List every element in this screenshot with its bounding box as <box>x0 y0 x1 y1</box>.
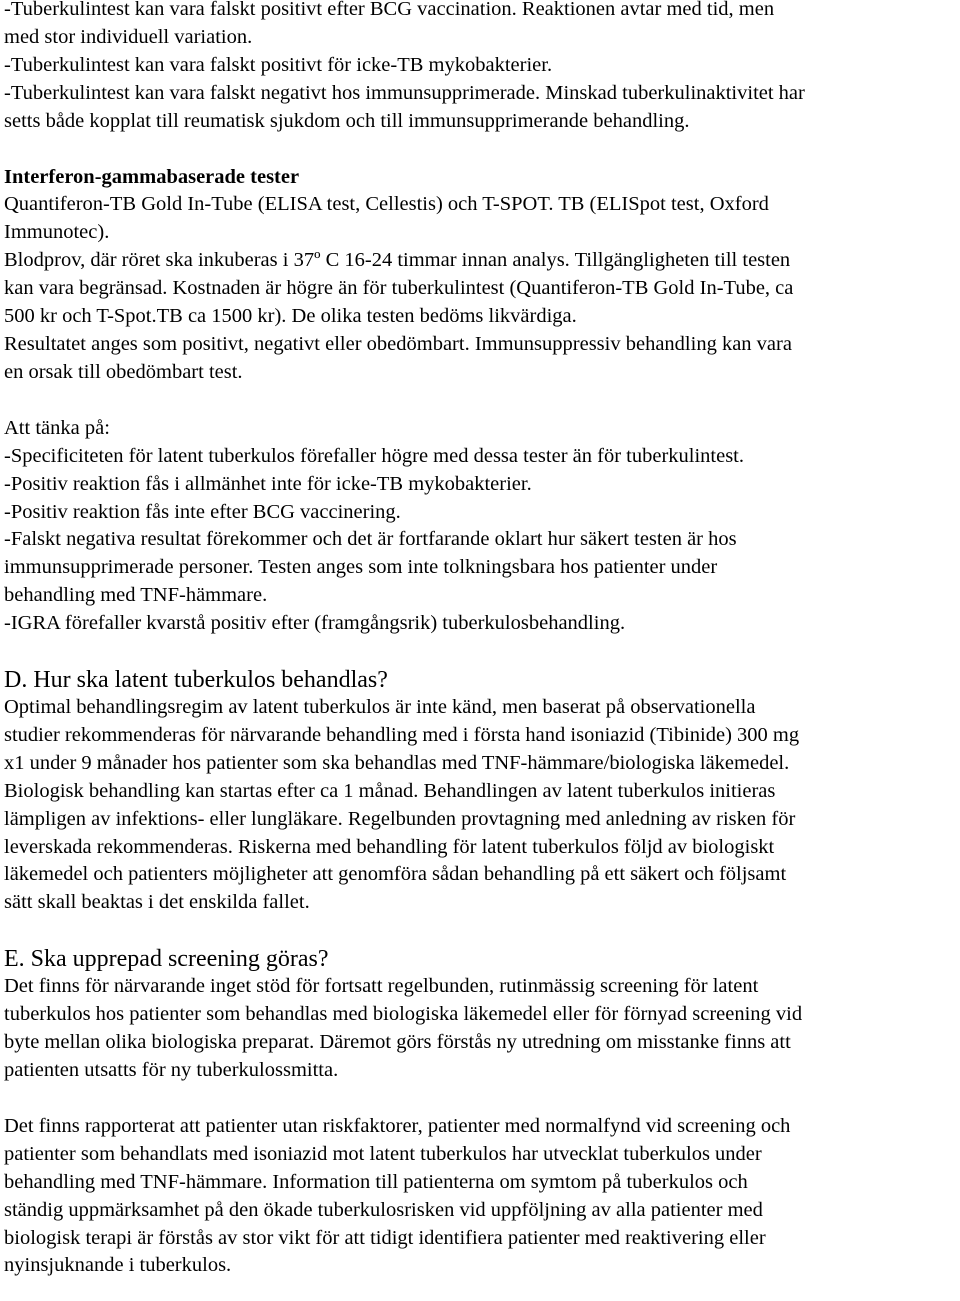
spacer <box>4 917 956 945</box>
spacer <box>4 638 956 666</box>
igra-paragraph: Quantiferon-TB Gold In-Tube (ELISA test, Cellestis) och T-SPOT. TB (ELISpot test, Oxford Immunotec). Blodprov, där röret ska inkuberas i 37º C 16-24 timmar innan analys. Tillgängligheten till testen kan vara begränsad. Kostnaden är högre än för tuberkulintest (Quantiferon-TB Gold In-Tube, ca 500 kr och T-Spot.TB ca 1500 kr). De olika testen bedöms likvärdiga. Resultatet anges som positivt, negativt eller obedömbart. Immunsuppressiv behandling kan vara en orsak till obedömbart test. <box>4 193 794 383</box>
spacer <box>4 387 956 415</box>
document-page <box>4 0 956 1280</box>
intro-paragraph: -Tuberkulintest kan vara falskt positivt efter BCG vaccination. Reaktionen avtar med tid, men med stor individuell variation. -Tuberkulintest kan vara falskt positivt för icke-TB mykobakterier. -Tuberkulintest kan vara falskt negativt hos immunsupprimerade. Minskad tuberkulinaktivitet har setts både kopplat till reumatisk sjukdom och till immunsupprimerande behandling. <box>4 0 805 132</box>
section-d-paragraph: Optimal behandlingsregim av latent tuberkulos är inte känd, men baserat på observationella studier rekommenderas för närvarande behandling med i första hand isoniazid (Tibinide) 300 mg x1 under 9 månader hos patienter som ska behandlas med TNF-hämmare/biologiska läkemedel. Biologisk behandling kan startas efter ca 1 månad. Behandlingen av latent tuberkulos initieras lämpligen av infektions- eller lungläkare. Regelbunden provtagning med anledning av risken för leverskada rekommenderas. Riskerna med behandling för latent tuberkulos följd av biologiskt läkemedel och patienters möjligheter att genomföra sådan behandling på ett säkert och följsamt sätt skall beaktas i det enskilda fallet. <box>4 696 800 914</box>
consider-paragraph: -Specificiteten för latent tuberkulos förefaller högre med dessa tester än för tuberkulintest. -Positiv reaktion fås i allmänhet inte för icke-TB mykobakterier. -Positiv reaktion fås inte efter BCG vaccinering. -Falskt negativa resultat förekommer och det är fortfarande oklart hur säkert testen är hos immunsupprimerade personer. Testen anges som inte tolkningsbara hos patienter under behandling med TNF-hämmare. -IGRA förefaller kvarstå positiv efter (framgångsrik) tuberkulosbehandling. <box>4 444 745 635</box>
section-e-paragraph-2: Det finns rapporterat att patienter utan riskfaktorer, patienter med normalfynd vid screening och patienter som behandlats med isoniazid mot latent tuberkulos har utvecklat tuberkulos under behandling med TNF-hämmare. Information till patienterna om symtom på tuberkulos och ständig uppmärksamhet på den ökade tuberkulosrisken vid uppföljning av alla patienter med biologisk terapi är förstås av stor vikt för att tidigt identifiera patienter med reaktivering eller nyinsjuknande i tuberkulos. <box>4 1114 791 1277</box>
igra-heading: Interferon-gammabaserade tester <box>4 165 300 188</box>
section-e-heading: E. Ska upprepad screening göras? <box>4 946 329 973</box>
spacer <box>4 136 956 164</box>
section-e-paragraph-1: Det finns för närvarande inget stöd för fortsatt regelbunden, rutinmässig screening för latent tuberkulos hos patienter som behandlas med biologiska läkemedel eller för förnyad screening vid byte mellan olika biologiska preparat. Däremot görs förstås ny utredning om misstanke finns att patienten utsatts för ny tuberkulossmitta. <box>4 975 803 1081</box>
consider-heading: Att tänka på: <box>4 416 110 439</box>
section-d-heading: D. Hur ska latent tuberkulos behandlas? <box>4 667 388 694</box>
spacer <box>4 1085 956 1113</box>
